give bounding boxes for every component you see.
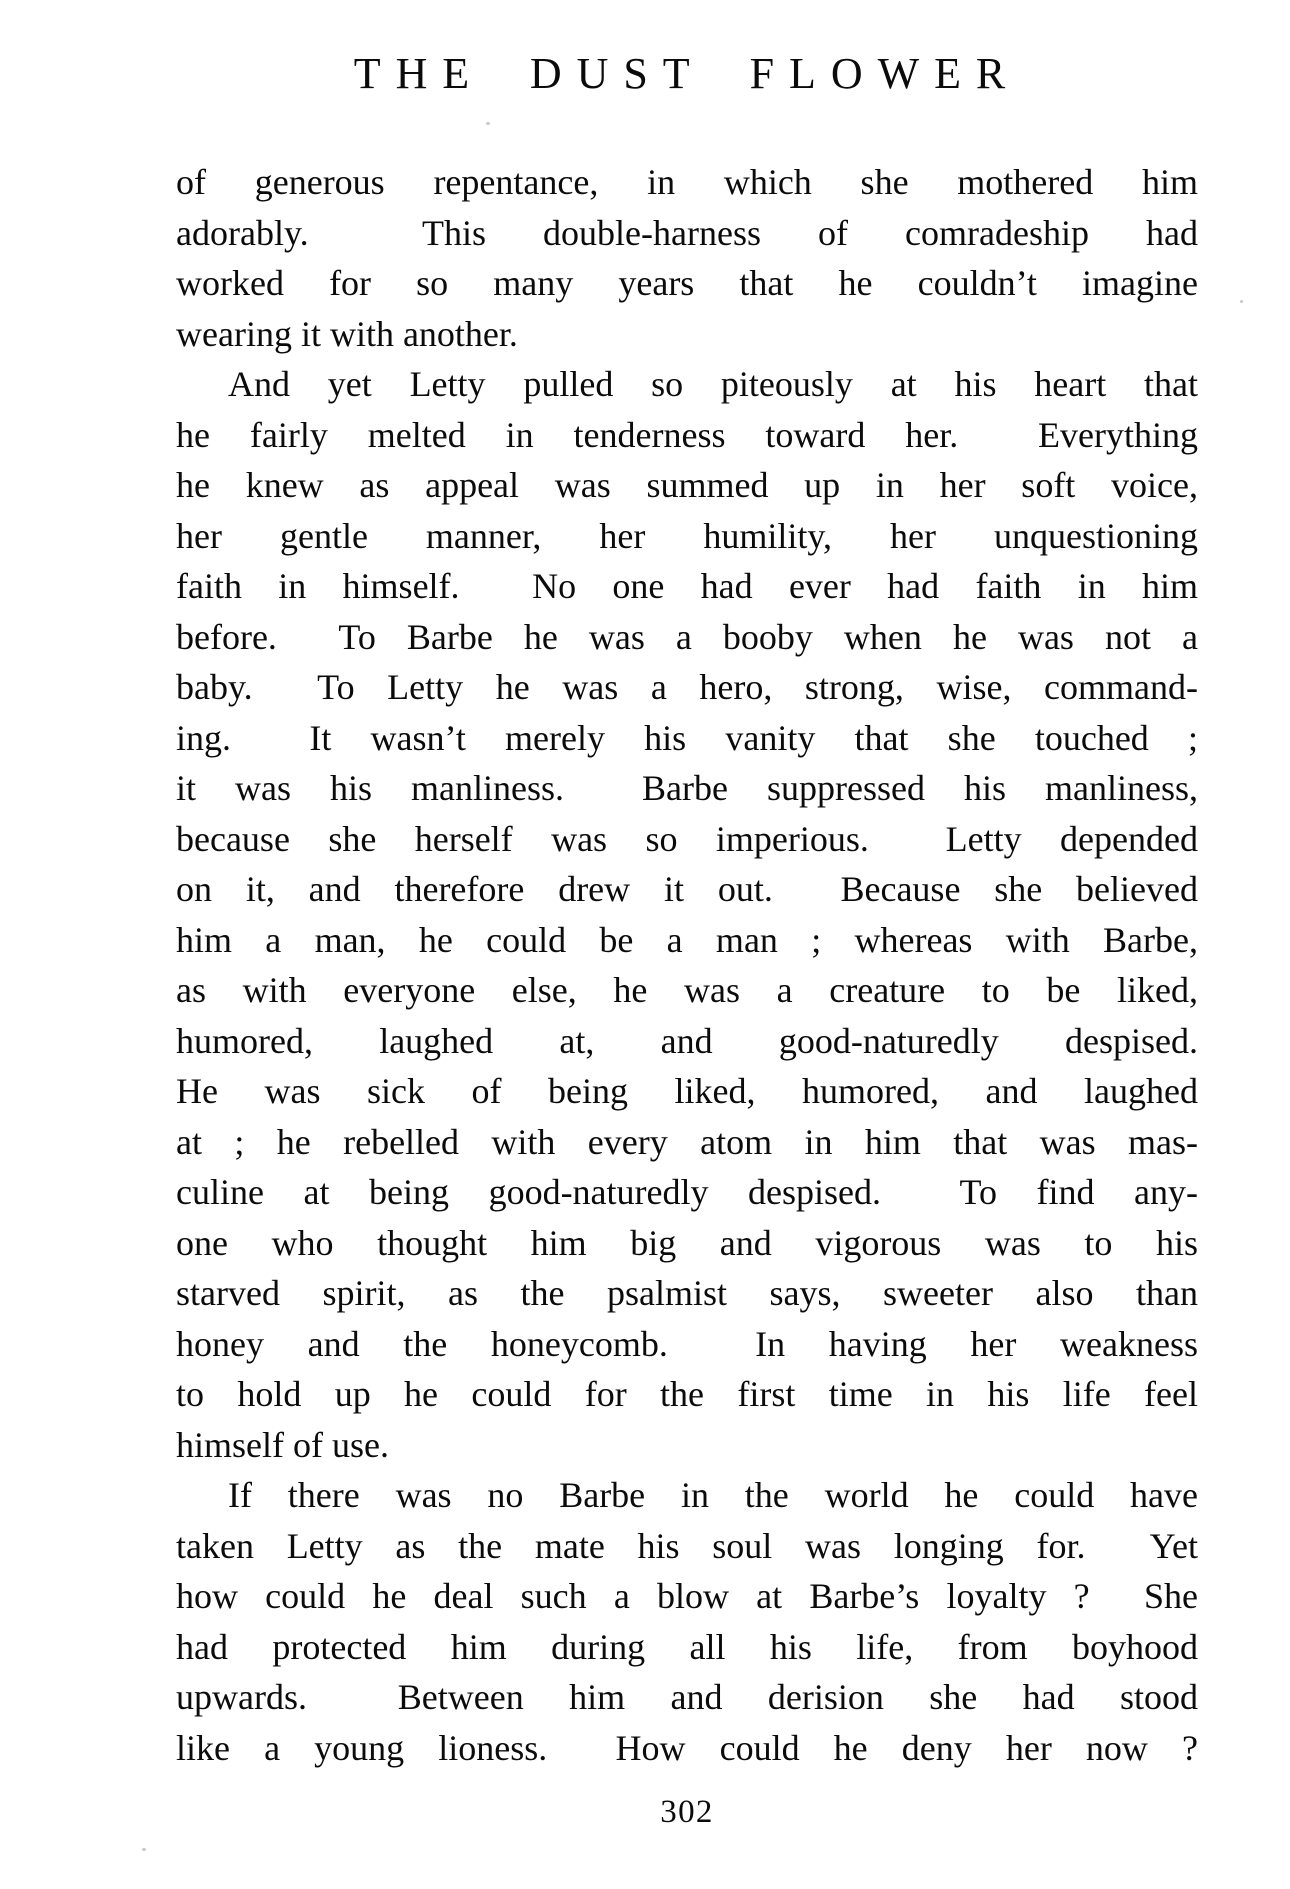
text-line: starved spirit, as the psalmist says, sweeter also than: [176, 1273, 1198, 1313]
text-line: he knew as appeal was summed up in her soft voice,: [176, 465, 1198, 505]
text-line: faith in himself. No one had ever had faith in him: [176, 566, 1198, 606]
text-line: he fairly melted in tenderness toward her. Everything: [176, 414, 1198, 455]
page-number: 302: [660, 1794, 714, 1830]
text-line: ing. It wasn’t merely his vanity that she touched ;: [176, 717, 1198, 758]
text-line: one who thought him big and vigorous was to his: [176, 1222, 1198, 1263]
text-line: baby. To Letty he was a hero, strong, wise, command-: [176, 667, 1198, 707]
scan-speck: [486, 122, 490, 125]
text-line: to hold up he could for the first time in his life feel: [176, 1374, 1198, 1414]
text-line: at ; he rebelled with every atom in him that was mas-: [176, 1121, 1198, 1162]
text-line: adorably. This double-harness of comradeship had: [176, 212, 1198, 253]
text-line: humored, laughed at, and good-naturedly despised.: [176, 1020, 1198, 1061]
text-line: before. To Barbe he was a booby when he was not a: [176, 616, 1198, 657]
text-line: it was his manliness. Barbe suppressed his manliness,: [176, 768, 1198, 808]
text-line: on it, and therefore drew it out. Because she believed: [176, 869, 1198, 909]
text-line: him a man, he could be a man ; whereas with Barbe,: [176, 919, 1198, 960]
text-line: culine at being good-naturedly despised. To find any-: [176, 1172, 1198, 1212]
body-text: [176, 157, 1198, 1773]
text-line: honey and the honeycomb. In having her weakness: [176, 1323, 1198, 1364]
text-line: taken Letty as the mate his soul was longing for. Yet: [176, 1525, 1198, 1566]
text-line: If there was no Barbe in the world he could have: [228, 1475, 1198, 1515]
scan-speck: [142, 1848, 146, 1851]
text-line: wearing it with another.: [176, 313, 518, 354]
text-line: because she herself was so imperious. Letty depended: [176, 818, 1198, 859]
text-line: of generous repentance, in which she mothered him: [176, 162, 1198, 202]
text-line: her gentle manner, her humility, her unquestioning: [176, 515, 1198, 556]
text-line: He was sick of being liked, humored, and laughed: [176, 1071, 1198, 1111]
text-line: worked for so many years that he couldn’t imagine: [176, 263, 1198, 303]
text-line: upwards. Between him and derision she had stood: [176, 1677, 1198, 1717]
scan-speck: [1240, 300, 1243, 303]
running-head-title: THE DUST FLOWER: [353, 49, 1021, 98]
text-line: how could he deal such a blow at Barbe’s loyalty ? She: [176, 1576, 1198, 1616]
text-line: as with everyone else, he was a creature to be liked,: [176, 970, 1198, 1010]
text-line: And yet Letty pulled so piteously at his heart that: [228, 364, 1198, 404]
text-line: like a young lioness. How could he deny her now ?: [176, 1727, 1198, 1768]
text-line: himself of use.: [176, 1424, 389, 1465]
text-line: had protected him during all his life, from boyhood: [176, 1626, 1198, 1667]
